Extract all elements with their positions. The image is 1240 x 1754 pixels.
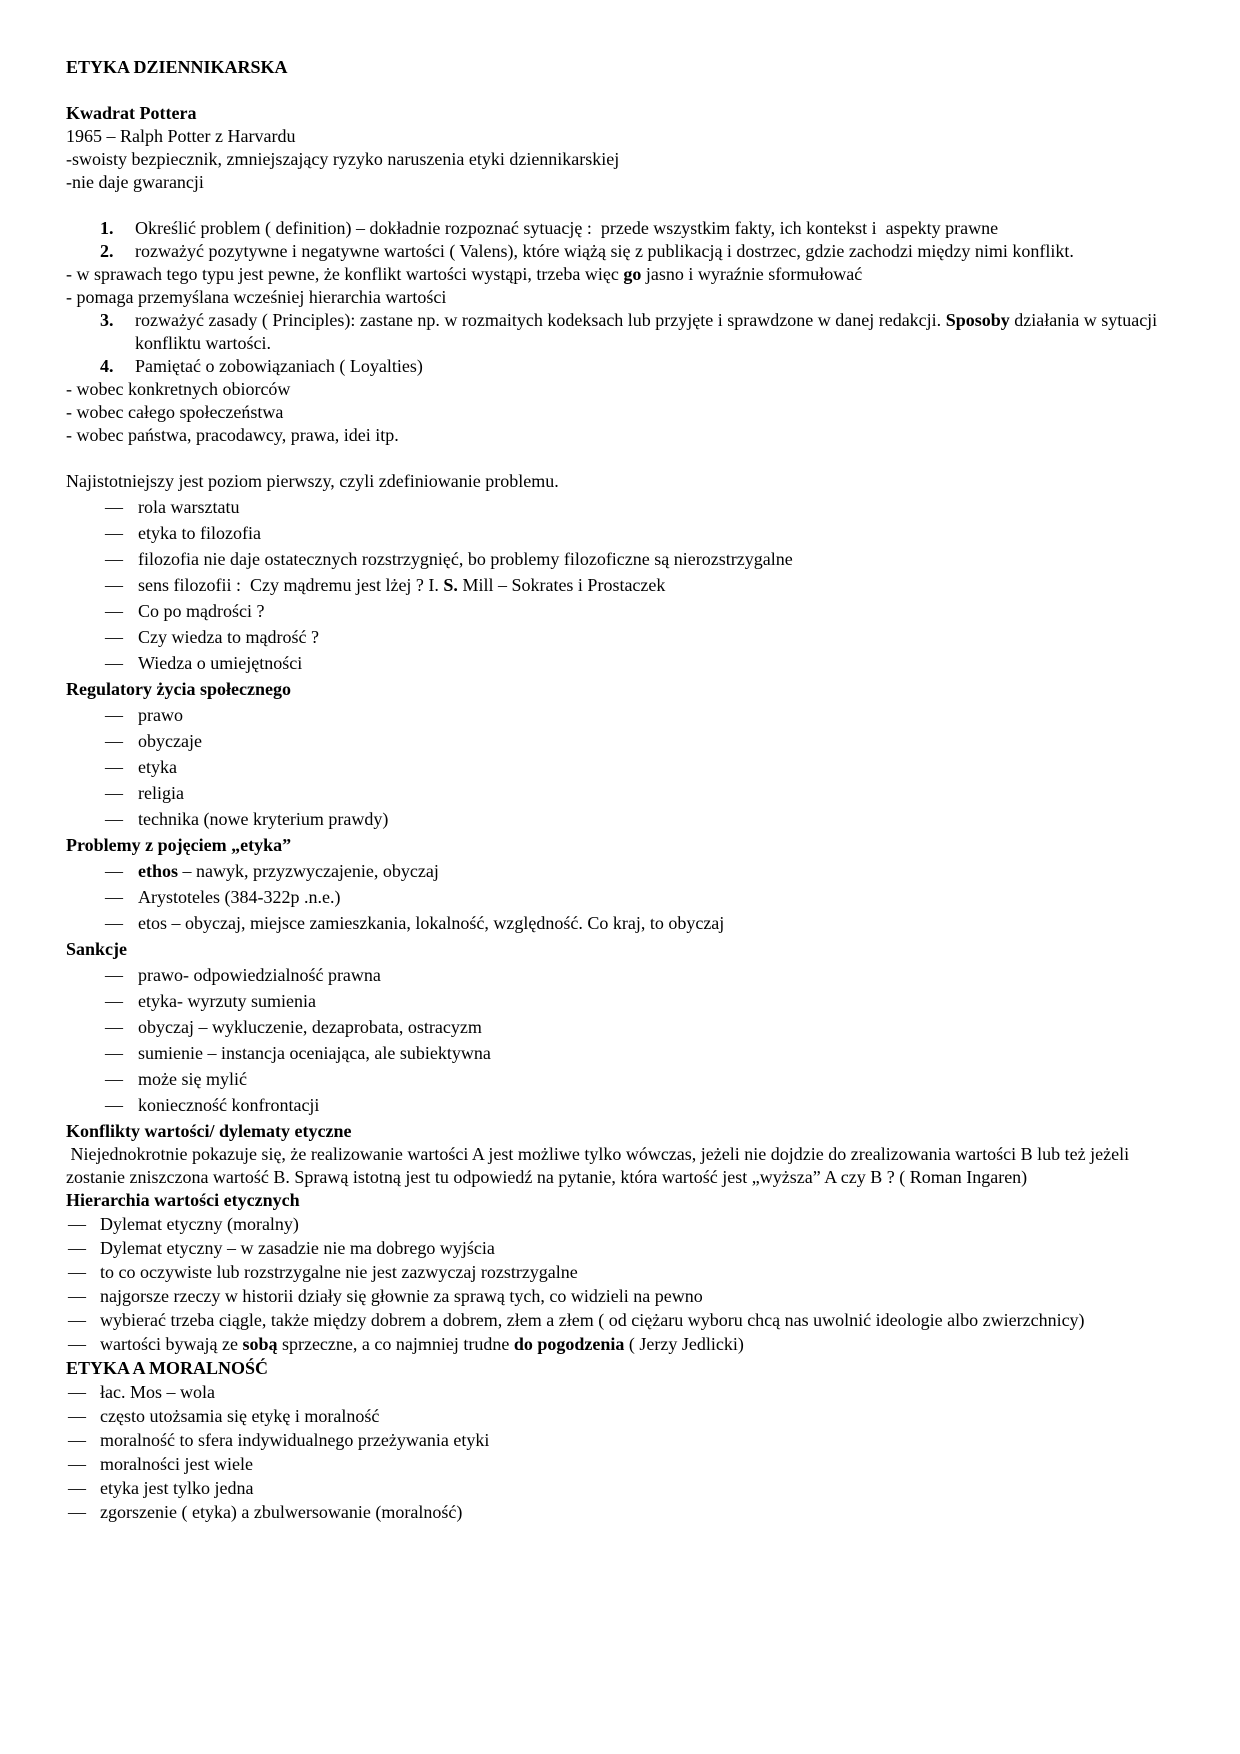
bullet-item — [66, 1261, 1182, 1284]
line-text: Najistotniejszy jest poziom pierwszy, czyli zdefiniowanie problemu. — [66, 471, 559, 491]
line-text: Dylemat etyczny – w zasadzie nie ma dobrego wyjścia — [100, 1238, 495, 1258]
bullet-item — [66, 964, 1182, 987]
text-run: sens filozofii : Czy mądremu jest lżej ? I. — [138, 575, 444, 595]
text-line — [66, 470, 1182, 493]
bullet-dash-icon: — — [105, 549, 123, 569]
bullet-dash-icon: — — [105, 861, 123, 881]
section-heading — [66, 1120, 1182, 1143]
bullet-item — [66, 1016, 1182, 1039]
bold-run: ethos — [138, 861, 178, 881]
line-text: Określić problem ( definition) – dokładnie rozpoznać sytuację : przede wszystkim fakty, ich kontekst i aspekty prawne — [135, 218, 999, 238]
line-text: Sankcje — [66, 939, 128, 959]
line-text: rola warsztatu — [138, 497, 240, 517]
line-text: może się mylić — [138, 1069, 247, 1089]
bullet-dash-icon: — — [105, 965, 123, 985]
document-title — [66, 56, 1182, 79]
bullet-dash-icon: — — [105, 991, 123, 1011]
section-heading — [66, 1357, 1182, 1380]
bullet-item — [66, 990, 1182, 1013]
bullet-item — [66, 522, 1182, 545]
text-run: rozważyć zasady ( Principles): zastane np. w rozmaitych kodeksach lub przyjęte i sprawdzone w danej redakcji. — [135, 310, 946, 330]
bullet-dash-icon: — — [68, 1382, 86, 1402]
bullet-item — [66, 1068, 1182, 1091]
bullet-dash-icon: — — [68, 1238, 86, 1258]
text-line — [66, 378, 1182, 401]
line-text: najgorsze rzeczy w historii działy się głownie za sprawą tych, co widzieli na pewno — [100, 1286, 703, 1306]
line-text: Problemy z pojęciem „etyka” — [66, 835, 292, 855]
bullet-item — [66, 1333, 1182, 1356]
line-text: etyka jest tylko jedna — [100, 1478, 254, 1498]
paragraph — [66, 1143, 1182, 1189]
bullet-dash-icon: — — [105, 627, 123, 647]
bullet-item — [66, 912, 1182, 935]
bullet-item — [66, 600, 1182, 623]
list-number: 4. — [100, 356, 114, 376]
bullet-dash-icon: — — [68, 1454, 86, 1474]
line-text: technika (nowe kryterium prawdy) — [138, 809, 389, 829]
bullet-item — [66, 808, 1182, 831]
numbered-item — [66, 217, 1182, 240]
text-line — [66, 401, 1182, 424]
bullet-dash-icon: — — [68, 1214, 86, 1234]
numbered-item — [66, 355, 1182, 378]
bullet-dash-icon: — — [105, 1095, 123, 1115]
line-text: Konflikty wartości/ dylematy etyczne — [66, 1121, 352, 1141]
line-text: -nie daje gwarancji — [66, 172, 204, 192]
bullet-item — [66, 1042, 1182, 1065]
bullet-dash-icon: — — [105, 1043, 123, 1063]
line-text: Regulatory życia społecznego — [66, 679, 291, 699]
bullet-dash-icon: — — [105, 731, 123, 751]
document-body — [66, 56, 1182, 1524]
line-text: - wobec całego społeczeństwa — [66, 402, 284, 422]
numbered-item — [66, 309, 1182, 355]
bold-run: do pogodzenia — [513, 1334, 625, 1354]
line-text: łac. Mos – wola — [100, 1382, 215, 1402]
bullet-dash-icon: — — [105, 575, 123, 595]
bullet-item — [66, 626, 1182, 649]
section-heading — [66, 938, 1182, 961]
bullet-dash-icon: — — [68, 1406, 86, 1426]
line-text: 1965 – Ralph Potter z Harvardu — [66, 126, 296, 146]
line-text: - wobec państwa, pracodawcy, prawa, idei itp. — [66, 425, 399, 445]
bold-run: go — [623, 264, 642, 284]
bullet-item — [66, 782, 1182, 805]
bullet-dash-icon: — — [68, 1334, 86, 1354]
bullet-item — [66, 1501, 1182, 1524]
bullet-item — [66, 574, 1182, 597]
bullet-dash-icon: — — [105, 913, 123, 933]
text-run: - w sprawach tego typu jest pewne, że konflikt wartości wystąpi, trzeba więc — [66, 264, 624, 284]
bullet-dash-icon: — — [105, 523, 123, 543]
bullet-item — [66, 548, 1182, 571]
bullet-dash-icon: — — [68, 1478, 86, 1498]
bullet-item — [66, 756, 1182, 779]
line-text: etyka — [138, 757, 177, 777]
section-heading — [66, 678, 1182, 701]
line-text: moralności jest wiele — [100, 1454, 253, 1474]
bullet-dash-icon: — — [105, 757, 123, 777]
text-run: wartości bywają ze — [100, 1334, 243, 1354]
bold-run: Sposoby — [945, 310, 1010, 330]
bullet-dash-icon: — — [68, 1262, 86, 1282]
line-text: to co oczywiste lub rozstrzygalne nie jest zazwyczaj rozstrzygalne — [100, 1262, 578, 1282]
text-line — [66, 263, 1182, 286]
numbered-item — [66, 240, 1182, 263]
bullet-item — [66, 1453, 1182, 1476]
bullet-item — [66, 1285, 1182, 1308]
bullet-item — [66, 704, 1182, 727]
blank-line — [66, 194, 1182, 217]
line-text: rozważyć pozytywne i negatywne wartości ( Valens), które wiążą się z publikacją i dostrzec, gdzie zachodzi między nimi konflikt. — [135, 241, 1074, 261]
line-text: obyczaje — [138, 731, 202, 751]
line-text: Dylemat etyczny (moralny) — [100, 1214, 299, 1234]
line-text: Kwadrat Pottera — [66, 103, 197, 123]
bullet-dash-icon: — — [105, 809, 123, 829]
line-text: ETYKA A MORALNOŚĆ — [66, 1358, 269, 1378]
bullet-dash-icon: — — [68, 1310, 86, 1330]
blank-line — [66, 447, 1182, 470]
bullet-item — [66, 1094, 1182, 1117]
line-text: moralność to sfera indywidualnego przeżywania etyki — [100, 1430, 490, 1450]
line-text: Niejednokrotnie pokazuje się, że realizowanie wartości A jest możliwe tylko wówczas, jeżeli nie dojdzie do zrealizowania wartości B lub też jeżeli zostanie zniszczona wartość B. Sprawą istotną jest tu odpowiedź na pytanie, która wartość jest „wyższa” A czy B ? ( Roman Ingaren) — [66, 1144, 1134, 1187]
text-run: jasno i wyraźnie sformułować — [641, 264, 863, 284]
section-heading — [66, 1189, 1182, 1212]
bullet-item — [66, 1381, 1182, 1404]
line-text: wybierać trzeba ciągle, także między dobrem a dobrem, złem a złem ( od ciężaru wyboru chcą nas uwolnić ideologie albo zwierzchnicy) — [100, 1310, 1085, 1330]
bullet-item — [66, 886, 1182, 909]
bullet-item — [66, 860, 1182, 883]
line-text: ETYKA DZIENNIKARSKA — [66, 57, 288, 77]
bullet-dash-icon: — — [105, 1017, 123, 1037]
line-text: religia — [138, 783, 184, 803]
text-run: działania w sytuacji konfliktu wartości. — [135, 310, 1162, 353]
line-text: Arystoteles (384-322p .n.e.) — [138, 887, 341, 907]
bullet-item — [66, 1237, 1182, 1260]
bullet-item — [66, 496, 1182, 519]
line-text: - pomaga przemyślana wcześniej hierarchia wartości — [66, 287, 447, 307]
bullet-item — [66, 730, 1182, 753]
section-heading — [66, 834, 1182, 857]
line-text: Wiedza o umiejętności — [138, 653, 303, 673]
line-text: Co po mądrości ? — [138, 601, 265, 621]
line-text: prawo- odpowiedzialność prawna — [138, 965, 381, 985]
text-line — [66, 424, 1182, 447]
line-text: filozofia nie daje ostatecznych rozstrzygnięć, bo problemy filozoficzne są nierozstrzygalne — [138, 549, 793, 569]
bold-run: sobą — [242, 1334, 278, 1354]
line-text: etos – obyczaj, miejsce zamieszkania, lokalność, względność. Co kraj, to obyczaj — [138, 913, 725, 933]
line-text — [66, 264, 862, 284]
line-text: prawo — [138, 705, 183, 725]
list-number: 3. — [100, 310, 114, 330]
bullet-item — [66, 1309, 1182, 1332]
bullet-dash-icon: — — [105, 601, 123, 621]
section-heading — [66, 102, 1182, 125]
text-line — [66, 286, 1182, 309]
line-text: obyczaj – wykluczenie, dezaprobata, ostracyzm — [138, 1017, 482, 1037]
line-text: często utożsamia się etykę i moralność — [100, 1406, 380, 1426]
bullet-dash-icon: — — [68, 1286, 86, 1306]
line-text: - wobec konkretnych obiorców — [66, 379, 291, 399]
text-run: Mill – Sokrates i Prostaczek — [457, 575, 666, 595]
line-text — [138, 575, 665, 595]
bullet-item — [66, 1429, 1182, 1452]
line-text: konieczność konfrontacji — [138, 1095, 320, 1115]
list-number: 1. — [100, 218, 114, 238]
line-text: Hierarchia wartości etycznych — [66, 1190, 300, 1210]
list-number: 2. — [100, 241, 114, 261]
bullet-item — [66, 1405, 1182, 1428]
line-text: etyka- wyrzuty sumienia — [138, 991, 316, 1011]
text-line — [66, 148, 1182, 171]
line-text — [100, 1334, 744, 1354]
bold-run: S. — [443, 575, 458, 595]
bullet-dash-icon: — — [105, 653, 123, 673]
bullet-dash-icon: — — [105, 783, 123, 803]
text-line — [66, 125, 1182, 148]
bullet-dash-icon: — — [105, 887, 123, 907]
bullet-dash-icon: — — [105, 1069, 123, 1089]
bullet-item — [66, 1477, 1182, 1500]
line-text: Pamiętać o zobowiązaniach ( Loyalties) — [135, 356, 423, 376]
line-text: etyka to filozofia — [138, 523, 261, 543]
bullet-item — [66, 1213, 1182, 1236]
text-line — [66, 171, 1182, 194]
bullet-dash-icon: — — [105, 705, 123, 725]
text-run: ( Jerzy Jedlicki) — [624, 1334, 744, 1354]
line-text: Czy wiedza to mądrość ? — [138, 627, 319, 647]
bullet-dash-icon: — — [105, 497, 123, 517]
text-run: – nawyk, przyzwyczajenie, obyczaj — [178, 861, 439, 881]
line-text: -swoisty bezpiecznik, zmniejszający ryzyko naruszenia etyki dziennikarskiej — [66, 149, 620, 169]
bullet-dash-icon: — — [68, 1502, 86, 1522]
text-run: sprzeczne, a co najmniej trudne — [277, 1334, 514, 1354]
line-text: zgorszenie ( etyka) a zbulwersowanie (moralność) — [100, 1502, 463, 1522]
line-text — [138, 861, 439, 881]
blank-line — [66, 79, 1182, 102]
bullet-item — [66, 652, 1182, 675]
bullet-dash-icon: — — [68, 1430, 86, 1450]
line-text — [135, 310, 1162, 353]
line-text: sumienie – instancja oceniająca, ale subiektywna — [138, 1043, 491, 1063]
